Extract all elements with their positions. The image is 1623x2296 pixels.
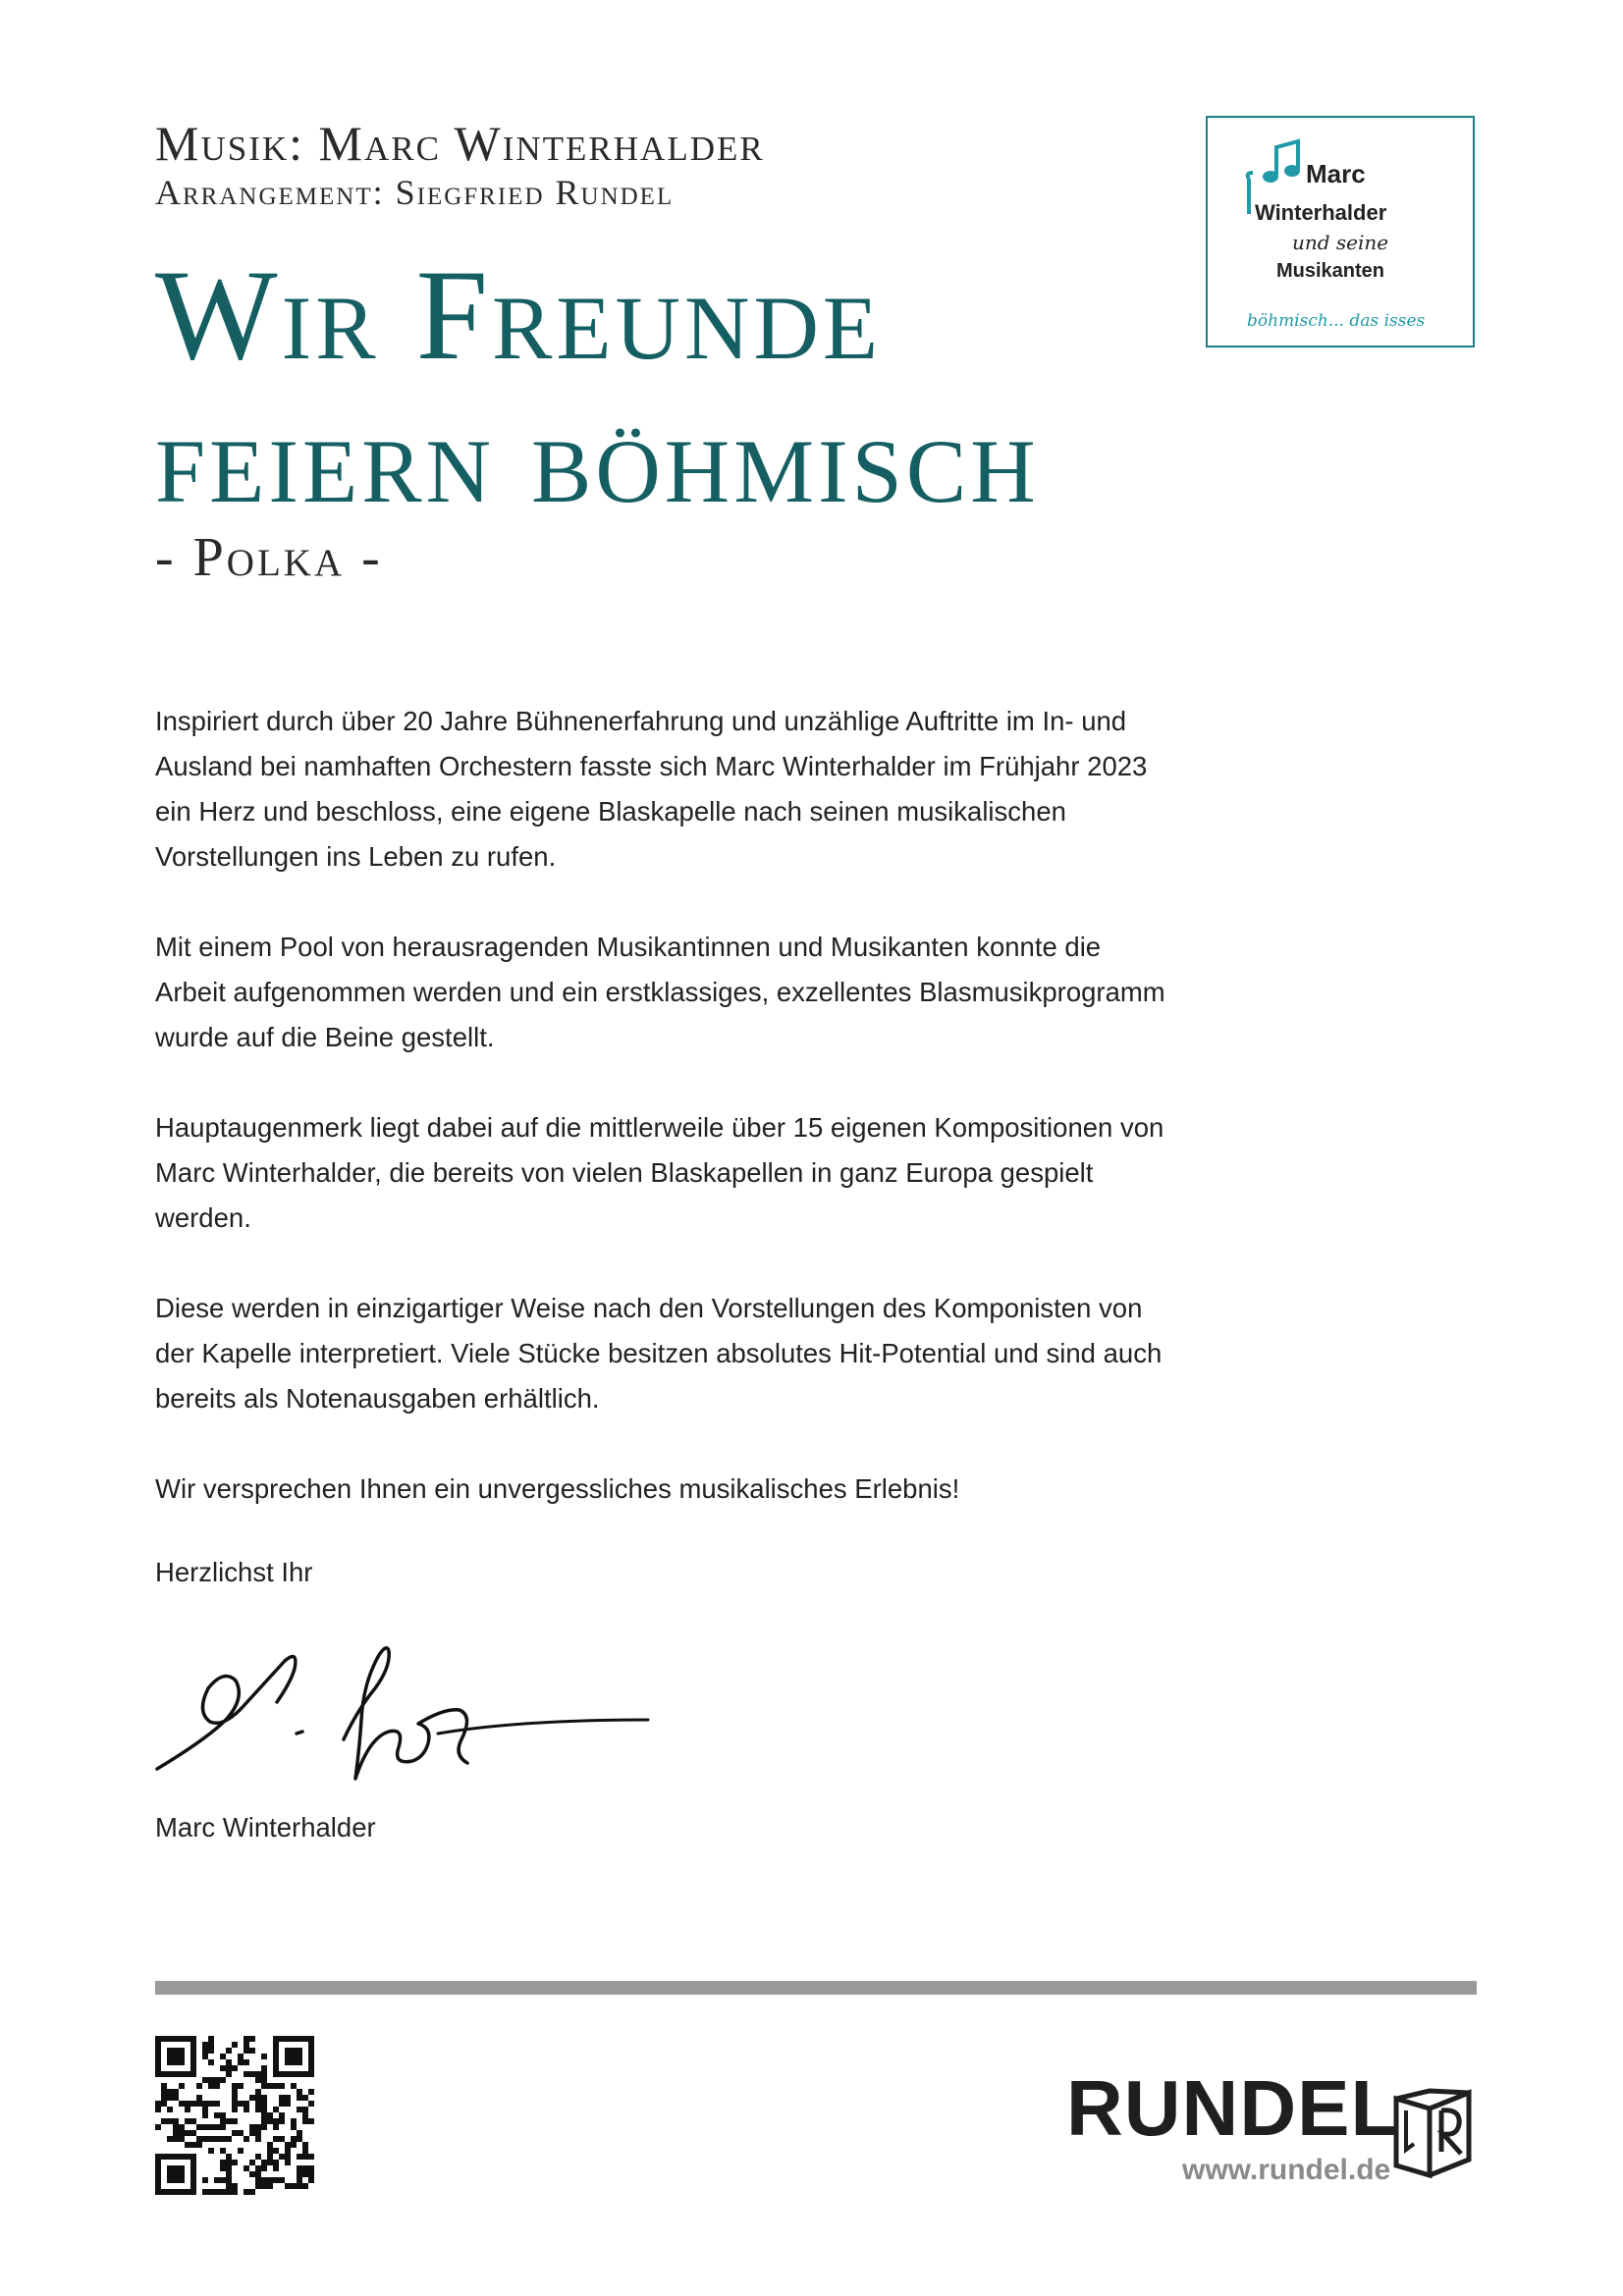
logo-line-2: Winterhalder <box>1255 200 1387 225</box>
qr-code[interactable] <box>155 2036 314 2200</box>
body-text <box>155 699 1166 1557</box>
footer-divider <box>155 1981 1477 1995</box>
logo-line-1: Marc <box>1306 159 1366 188</box>
band-logo <box>1206 116 1475 347</box>
genre-subtitle: - Polka - <box>155 527 383 588</box>
paragraph-1: Inspiriert durch über 20 Jahre Bühnenerfahrung und unzählige Auftritte im In- und Ausland bei namhaften Orchestern fasste sich Marc Winterhalder im Frühjahr 2023 ein Herz und beschloss, eine eigene Blaskapelle nach seinen musikalischen Vorstellungen ins Leben zu rufen. <box>155 706 1148 872</box>
credits-block <box>155 116 1137 214</box>
arranger-credit: Arrangement: Siegfried Rundel <box>155 173 675 212</box>
logo-line-4: Musikanten <box>1276 260 1385 282</box>
closing-phrase: Herzlichst Ihr <box>155 1557 313 1587</box>
rundel-logo-icon <box>1390 2081 1479 2184</box>
paragraph-4: Diese werden in einzigartiger Weise nach den Vorstellungen des Komponisten von der Kapelle interpretiert. Viele Stücke besitzen absolutes Hit-Potential und sind auch bereits als Notenausgaben erhältlich. <box>155 1293 1163 1414</box>
note-head-icon <box>1284 165 1300 177</box>
logo-line-3: und seine <box>1292 231 1389 254</box>
band-logo-graphic <box>1208 118 1473 346</box>
signer-name: Marc Winterhalder <box>155 1812 376 1842</box>
note-stem-icon <box>1248 173 1253 214</box>
publisher-brand <box>1066 2064 1479 2187</box>
publisher-website-link[interactable]: www.rundel.de <box>1182 2154 1391 2186</box>
publisher-name: RUNDEL <box>1066 2064 1400 2152</box>
title-line-2: feiern böhmisch <box>155 386 1040 530</box>
composer-credit: Musik: Marc Winterhalder <box>155 116 765 171</box>
qr-code-graphic <box>155 2036 314 2195</box>
paragraph-3: Hauptaugenmerk liegt dabei auf die mittlerweile über 15 eigenen Kompositionen von Marc Winterhalder, die bereits von vielen Blaskapellen in ganz Europa gespielt werden. <box>155 1112 1164 1233</box>
paragraph-2: Mit einem Pool von herausragenden Musikantinnen und Musikanten konnte die Arbeit aufgenommen werden und ein erstklassiges, exzellentes Blasmusikprogramm wurde auf die Beine gestellt. <box>155 932 1165 1052</box>
note-head-icon <box>1263 171 1278 183</box>
logo-tagline: böhmisch... das isses <box>1247 311 1426 331</box>
title-line-1: Wir Freunde <box>155 242 883 387</box>
paragraph-5: Wir versprechen Ihnen ein unvergessliches musikalisches Erlebnis! <box>155 1473 960 1504</box>
handwritten-signature <box>147 1622 658 1793</box>
